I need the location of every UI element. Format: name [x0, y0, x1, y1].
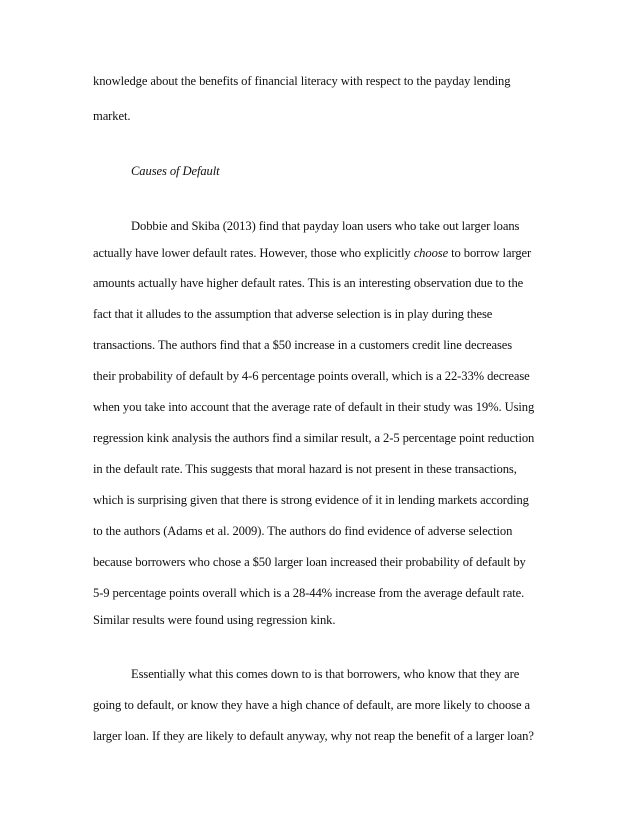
- text-line: Essentially what this comes down to is that borrowers, who know that they are: [131, 667, 520, 681]
- text-line-with-emphasis: [93, 245, 531, 261]
- text-line: fact that it alludes to the assumption that adverse selection is in play during these: [93, 307, 493, 321]
- text-line: knowledge about the benefits of financial literacy with respect to the payday lending: [93, 74, 511, 88]
- text-span: actually have lower default rates. However, those who explicitly: [93, 246, 411, 260]
- text-line: in the default rate. This suggests that moral hazard is not present in these transactions,: [93, 462, 517, 476]
- text-line: Similar results were found using regression kink.: [93, 613, 336, 627]
- text-line: because borrowers who chose a $50 larger loan increased their probability of default by: [93, 555, 526, 569]
- text-line: to the authors (Adams et al. 2009). The authors do find evidence of adverse selection: [93, 524, 513, 538]
- text-line: transactions. The authors find that a $50 increase in a customers credit line decreases: [93, 338, 513, 352]
- text-span: to borrow larger: [451, 246, 532, 260]
- text-line: going to default, or know they have a high chance of default, are more likely to choose a: [93, 698, 530, 712]
- text-line: their probability of default by 4-6 percentage points overall, which is a 22-33% decrease: [93, 369, 530, 383]
- text-line: which is surprising given that there is strong evidence of it in lending markets according: [93, 493, 529, 507]
- section-heading: Causes of Default: [131, 164, 220, 178]
- emphasized-word: choose: [413, 246, 449, 260]
- text-line: market.: [93, 109, 131, 123]
- text-line: regression kink analysis the authors find a similar result, a 2-5 percentage point reduction: [93, 431, 535, 445]
- text-line: Dobbie and Skiba (2013) find that payday loan users who take out larger loans: [131, 219, 520, 233]
- text-line: amounts actually have higher default rates. This is an interesting observation due to the: [93, 276, 524, 290]
- text-line: larger loan. If they are likely to default anyway, why not reap the benefit of a larger loan?: [93, 729, 534, 743]
- text-line: 5-9 percentage points overall which is a 28-44% increase from the average default rate.: [93, 586, 525, 600]
- text-line: when you take into account that the average rate of default in their study was 19%. Using: [93, 400, 535, 414]
